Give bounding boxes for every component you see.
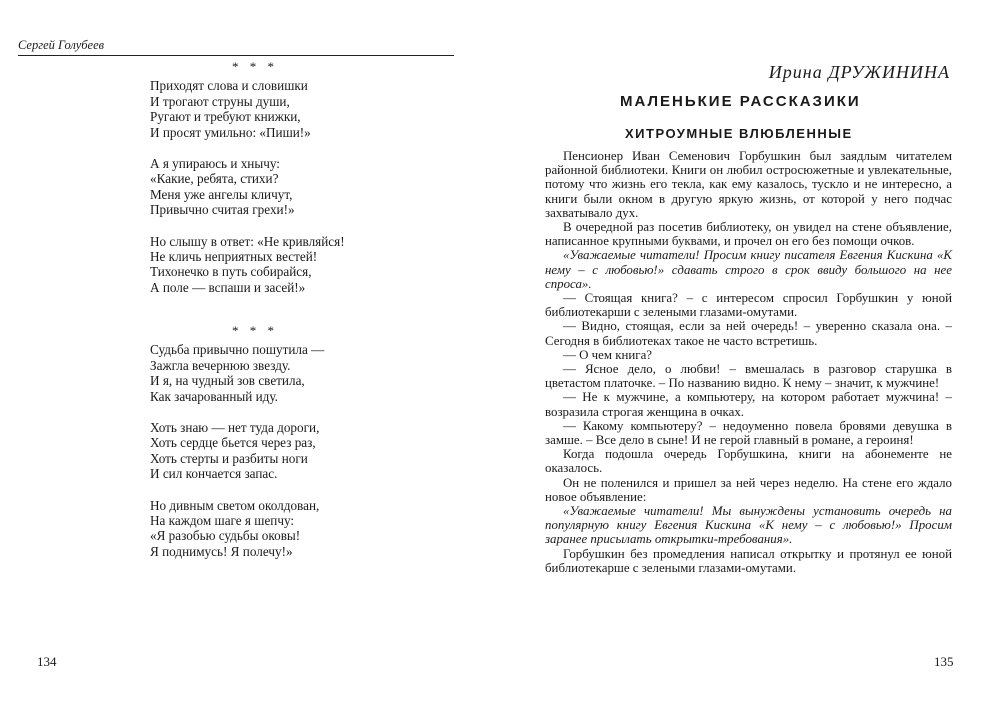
poem-line: Хоть стерты и разбиты ноги bbox=[150, 450, 308, 466]
paragraph: Он не поленился и пришел за ней через неделю. На стене его ждало новое объявление: bbox=[545, 475, 952, 504]
poem-line: И просят умильно: «Пиши!» bbox=[150, 124, 311, 140]
poem-separator: * * * bbox=[232, 323, 278, 338]
poem-line: А я упираюсь и хнычу: bbox=[150, 156, 280, 172]
poem-line: Не кличь неприятных вестей! bbox=[150, 249, 318, 265]
story-body bbox=[545, 149, 952, 575]
poem-line: Ругают и требуют книжки, bbox=[150, 109, 301, 125]
poem bbox=[150, 59, 450, 295]
dialogue-line: — Не к мужчине, а компьютеру, на котором работает мужчина! – возразила строгая женщина в очках. bbox=[545, 390, 952, 419]
poem-line: И сил кончается запас. bbox=[150, 466, 278, 482]
running-head: Сергей Голубеев bbox=[18, 38, 454, 56]
poem-line: На каждом шаге я шепчу: bbox=[150, 513, 295, 529]
poem-line: Меня уже ангелы кличут, bbox=[150, 186, 293, 202]
poem-separator: * * * bbox=[232, 59, 278, 74]
poem-line: И трогают струны души, bbox=[150, 93, 290, 109]
poem-line: Хоть сердце бьется через раз, bbox=[150, 435, 316, 451]
stanza bbox=[150, 420, 450, 482]
poem-line: Я поднимусь! Я полечу!» bbox=[150, 543, 293, 559]
stanza bbox=[150, 342, 450, 404]
story-title: ХИТРОУМНЫЕ ВЛЮБЛЕННЫЕ bbox=[625, 126, 853, 141]
stanza bbox=[150, 498, 450, 560]
poem-line: Тихонечко в путь собирайся, bbox=[150, 264, 312, 280]
dialogue-line: — Стоящая книга? – с интересом спросил Горбушкин у юной библиотекарши с зелеными глазами-омутами. bbox=[545, 291, 952, 320]
poem-line: Но дивным светом околдован, bbox=[150, 497, 320, 513]
notice-text: «Уважаемые читатели! Просим книгу писателя Евгения Кискина «К нему – с любовью!» сдавать строго в срок ввиду большого на нее спроса». bbox=[545, 248, 952, 291]
paragraph: Когда подошла очередь Горбушкина, книги на абонементе не оказалось. bbox=[545, 447, 952, 476]
poem-line: «Какие, ребята, стихи? bbox=[150, 171, 279, 187]
paragraph: Пенсионер Иван Семенович Горбушкин был заядлым читателем районной библиотеки. Книги он любил остросюжетные и увлекательные, потому что жизнь его текла, как ему казалось, тускло и не интересно, а книги были окном в другую яркую жизнь, от которой у него подчас захватывало дух. bbox=[545, 149, 952, 220]
paragraph: В очередной раз посетив библиотеку, он увидел на стене объявление, написанное крупными буквами, и прочел он его без помощи очков. bbox=[545, 220, 952, 249]
poem-line: Привычно считая грехи!» bbox=[150, 202, 295, 218]
poem-line: И я, на чудный зов светила, bbox=[150, 373, 305, 389]
poem-line: Зажгла вечернюю звезду. bbox=[150, 357, 291, 373]
paragraph: Горбушкин без промедления написал открытку и протянул ее юной библиотекарше с зелеными глазами-омутами. bbox=[545, 546, 952, 575]
poem-line: Приходят слова и словишки bbox=[150, 78, 308, 94]
dialogue-line: — Ясное дело, о любви! – вмешалась в разговор старушка в цветастом платочке. – По названию видно. К нему – значит, к мужчине! bbox=[545, 362, 952, 391]
section-title: МАЛЕНЬКИЕ РАССКАЗИКИ bbox=[620, 93, 861, 110]
poem-line: Как зачарованный иду. bbox=[150, 388, 278, 404]
right-page bbox=[500, 0, 1000, 707]
poem-line: А поле — вспаши и засей!» bbox=[150, 279, 306, 295]
stanza bbox=[150, 156, 450, 218]
poem bbox=[150, 323, 450, 559]
author-name: Ирина ДРУЖИНИНА bbox=[768, 62, 950, 82]
page-number: 135 bbox=[934, 654, 954, 669]
notice-text: «Уважаемые читатели! Мы вынуждены установить очередь на популярную книгу Евгения Кискина «К нему – с любовью!» Просим заранее присылать открытки-требования». bbox=[545, 504, 952, 547]
dialogue-line: — Какому компьютеру? – недоуменно повела бровями девушка в замше. – Все дело в сыне! И не герой главный в романе, а героиня! bbox=[545, 418, 952, 448]
poem-line: Судьба привычно пошутила — bbox=[150, 342, 325, 358]
dialogue-line: — Видно, стоящая, если за ней очередь! – уверенно сказала она. – Сегодня в библиотеках такое не часто встретишь. bbox=[545, 319, 952, 348]
stanza bbox=[150, 234, 450, 296]
poem-line: Хоть знаю — нет туда дороги, bbox=[150, 420, 320, 436]
poem-line: Но слышу в ответ: «Не кривляйся! bbox=[150, 233, 345, 249]
dialogue-line: — О чем книга? bbox=[563, 347, 653, 362]
stanza bbox=[150, 78, 450, 140]
page-number: 134 bbox=[37, 654, 57, 669]
poem-line: «Я разобью судьбы оковы! bbox=[150, 528, 301, 544]
